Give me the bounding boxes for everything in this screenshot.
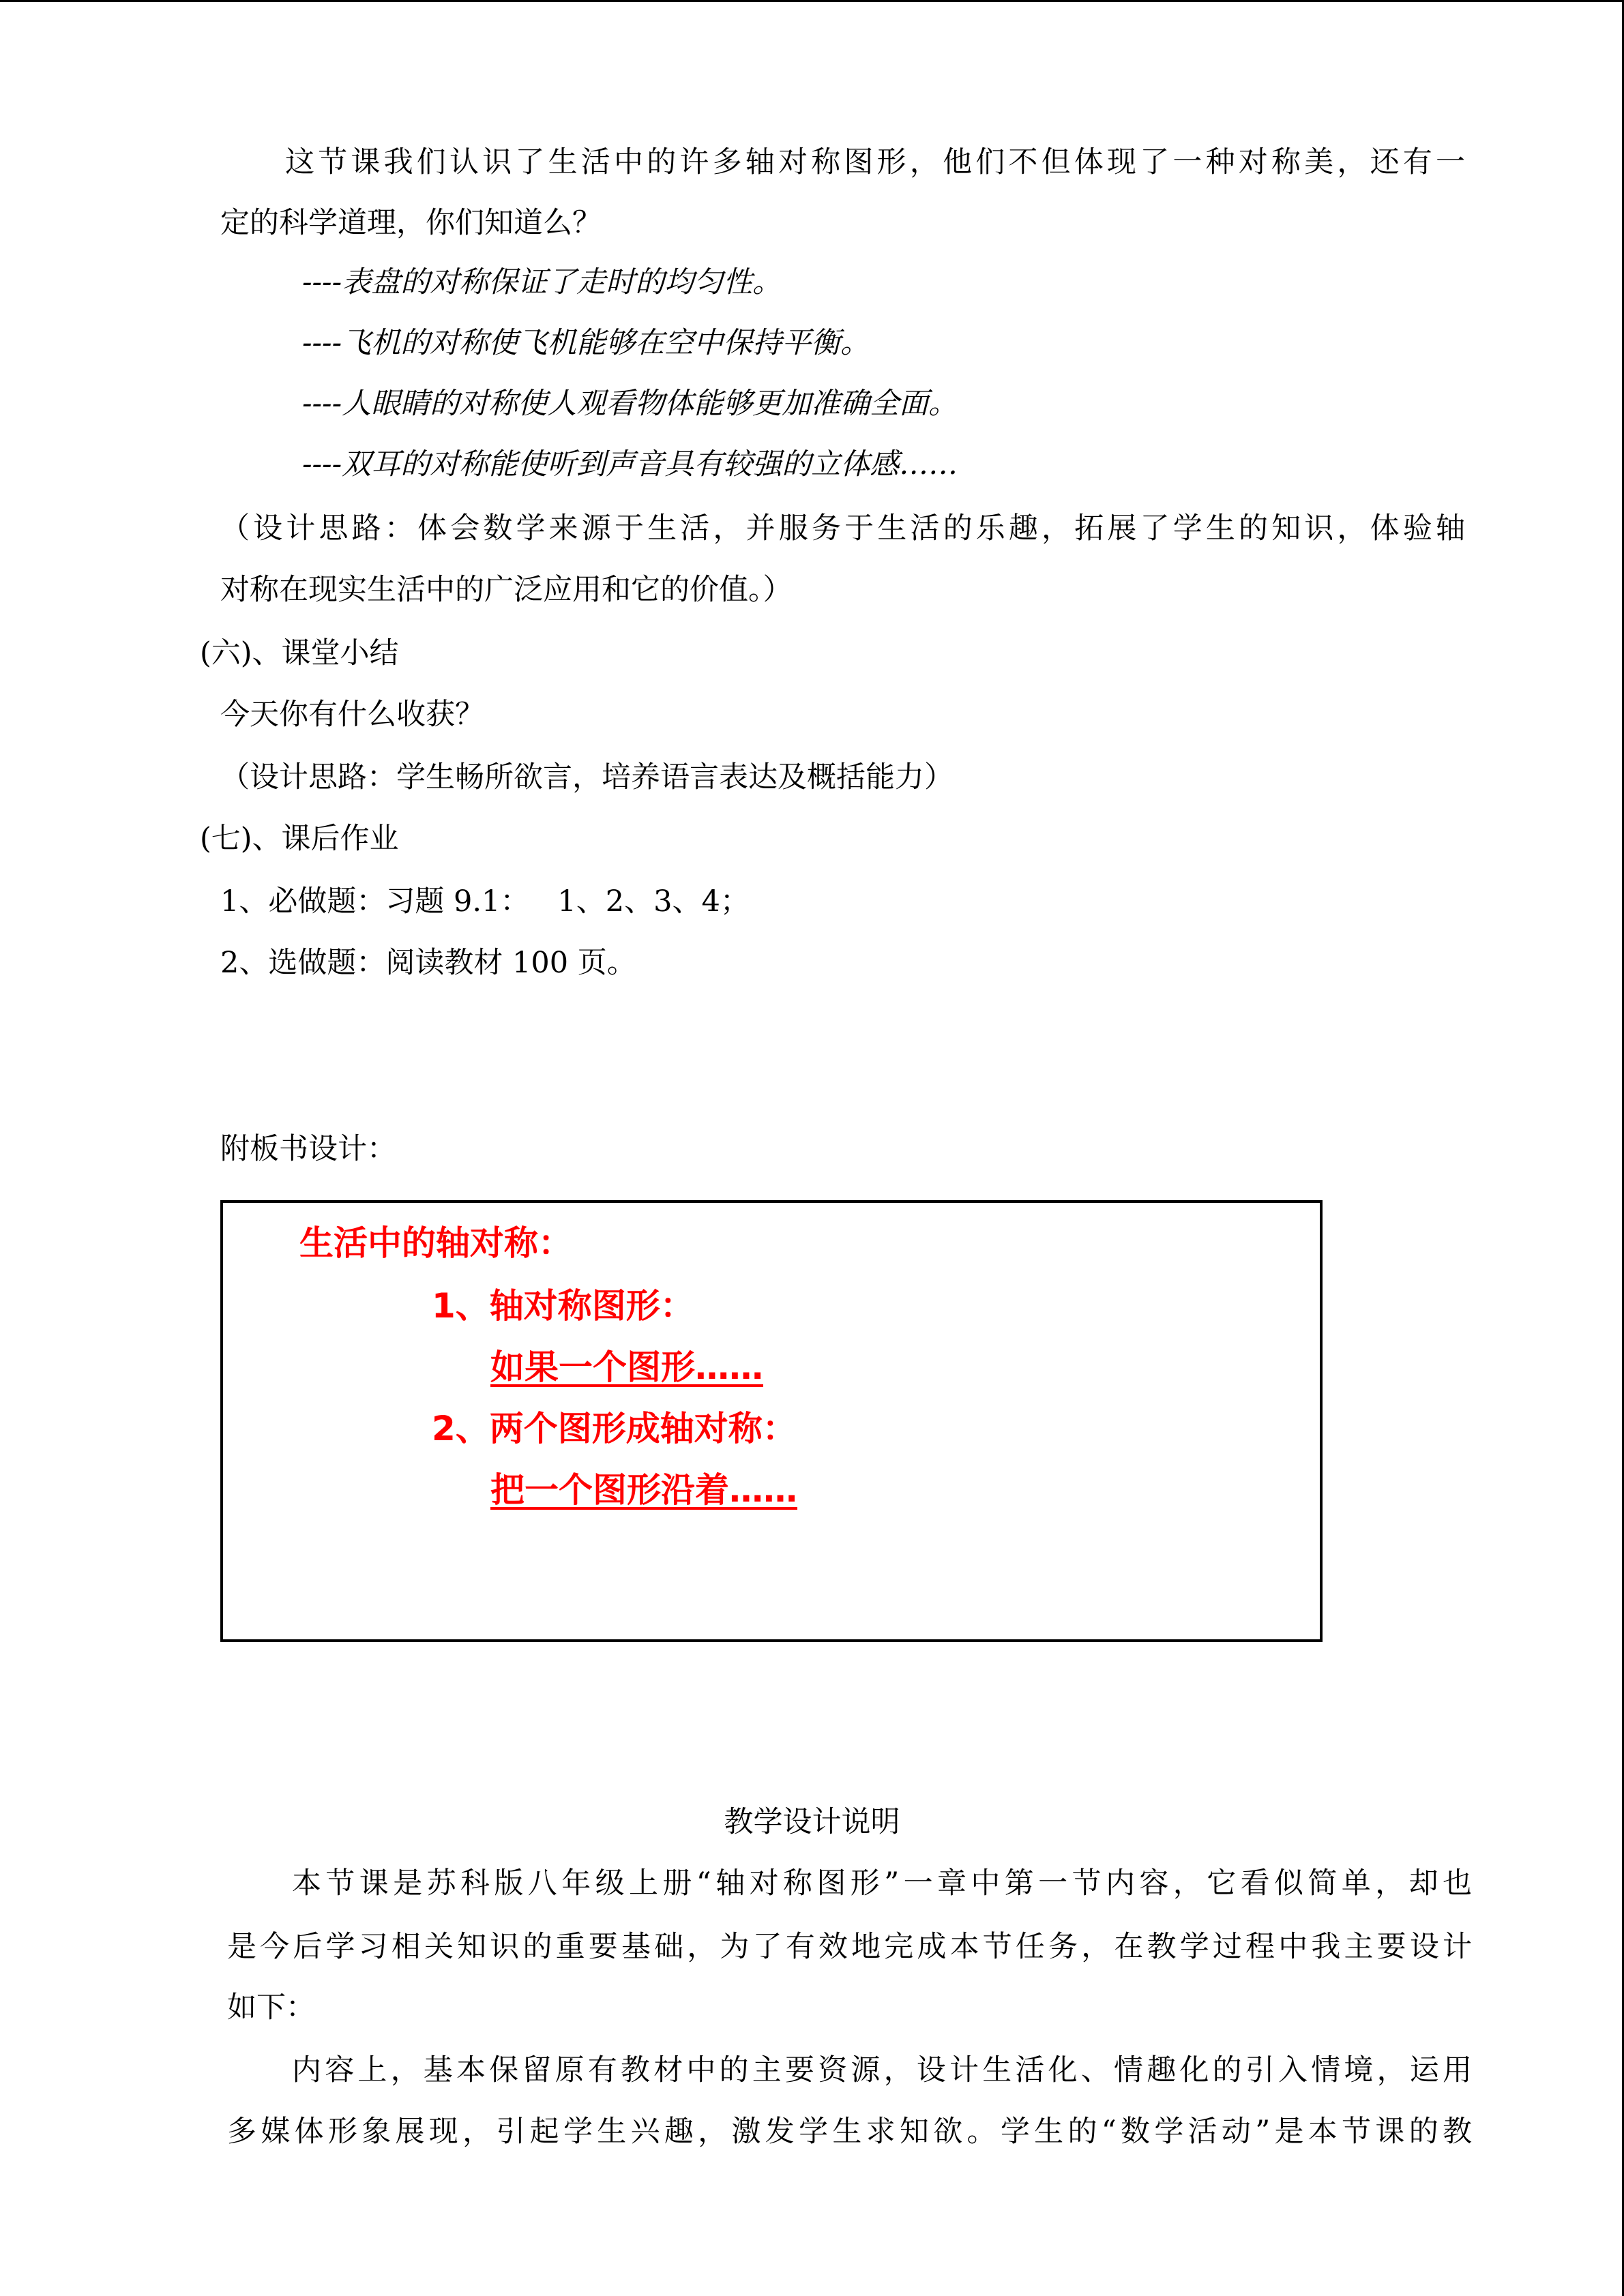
section-title: 教学设计说明 — [724, 1805, 900, 1839]
board-design-box — [220, 1200, 1323, 1642]
paragraph-line: 这节课我们认识了生活中的许多轴对称图形，他们不但体现了一种对称美，还有一 — [285, 145, 1465, 179]
example-line: ----双耳的对称能使听到声音具有较强的立体感…… — [302, 447, 958, 481]
section-question: 今天你有什么收获？ — [220, 698, 484, 732]
top-border — [0, 0, 1624, 2]
paragraph-line: 内容上，基本保留原有教材中的主要资源，设计生活化、情趣化的引入情境，运用 — [292, 2053, 1472, 2087]
paragraph-line: 本节课是苏科版八年级上册“轴对称图形”一章中第一节内容，它看似简单，却也 — [292, 1866, 1472, 1900]
board-item-title: 2、两个图形成轴对称： — [432, 1409, 797, 1448]
paragraph-line: 定的科学道理，你们知道么？ — [220, 206, 602, 240]
board-item-text: 把一个图形沿着…… — [490, 1470, 797, 1510]
example-line: ----表盘的对称保证了走时的均匀性。 — [302, 265, 782, 299]
homework-item: 2、选做题：阅读教材 100 页。 — [220, 946, 636, 980]
board-item-title: 1、轴对称图形： — [432, 1286, 694, 1326]
design-note-line: 对称在现实生活中的广泛应用和它的价值。） — [220, 573, 793, 607]
paragraph-line: 多媒体形象展现，引起学生兴趣，激发学生求知欲。学生的“数学活动”是本节课的教 — [227, 2115, 1472, 2149]
paragraph-line: 如下： — [227, 1991, 315, 2025]
homework-item: 1、必做题：习题 9.1： 1、2、3、4； — [220, 884, 750, 919]
example-line: ----人眼睛的对称使人观看物体能够更加准确全面。 — [302, 387, 958, 421]
board-title: 生活中的轴对称： — [299, 1223, 572, 1263]
board-label: 附板书设计： — [220, 1132, 396, 1166]
example-line: ----飞机的对称使飞机能够在空中保持平衡。 — [302, 326, 870, 360]
design-note-line: （设计思路：体会数学来源于生活，并服务于生活的乐趣，拓展了学生的知识，体验轴 — [220, 511, 1465, 546]
design-note-line: （设计思路：学生畅所欲言，培养语言表达及概括能力） — [220, 760, 954, 794]
section-heading: (七)、课后作业 — [200, 822, 399, 856]
paragraph-line: 是今后学习相关知识的重要基础，为了有效地完成本节任务，在教学过程中我主要设计 — [227, 1930, 1472, 1964]
section-heading: (六)、课堂小结 — [200, 636, 399, 670]
board-item-text: 如果一个图形…… — [490, 1347, 763, 1387]
